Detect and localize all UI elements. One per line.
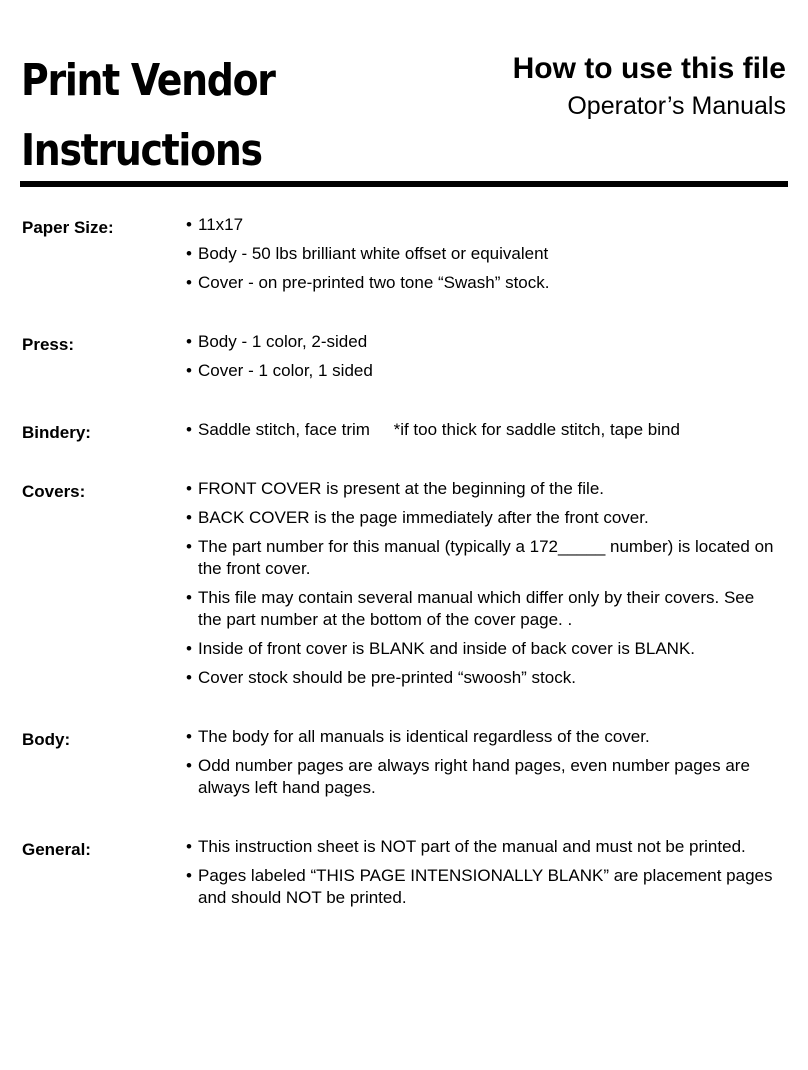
- side-subheading: Operator’s Manuals: [567, 92, 786, 120]
- list-item: • Cover stock should be pre-printed “swoosh” stock.: [186, 667, 782, 689]
- section-bindery: [22, 419, 782, 448]
- side-heading: How to use this file: [512, 52, 786, 85]
- list-item: • BACK COVER is the page immediately after the front cover.: [186, 507, 782, 529]
- side-title-block: [513, 50, 786, 124]
- section-covers: [22, 478, 782, 696]
- instruction-sections: [22, 214, 782, 946]
- list-item: • The body for all manuals is identical regardless of the cover.: [186, 726, 782, 748]
- list-item: • This file may contain several manual which differ only by their covers. See the part number at the bottom of the cover page. .: [186, 587, 782, 631]
- section-label: Press:: [22, 335, 74, 354]
- section-label: Paper Size:: [22, 218, 114, 237]
- section-label: Body:: [22, 730, 71, 749]
- section-list: [186, 478, 782, 696]
- section-list: [186, 419, 782, 448]
- page-title-line-2: Instructions: [21, 125, 262, 176]
- section-general: [22, 836, 782, 916]
- section-body: [22, 726, 782, 806]
- list-item: • 11x17: [186, 214, 782, 236]
- section-paper-size: [22, 214, 782, 301]
- section-list: [186, 214, 782, 301]
- section-label: General:: [22, 840, 91, 859]
- list-item: • The part number for this manual (typically a 172_____ number) is located on the front cover.: [186, 536, 782, 580]
- list-item: • Inside of front cover is BLANK and inside of back cover is BLANK.: [186, 638, 782, 660]
- list-item: • This instruction sheet is NOT part of the manual and must not be printed.: [186, 836, 782, 858]
- section-label: Bindery:: [22, 423, 91, 442]
- section-label: Covers:: [22, 482, 86, 501]
- section-list: [186, 726, 782, 806]
- page-title: [21, 46, 275, 186]
- section-list: [186, 836, 782, 916]
- list-item: • Cover - 1 color, 1 sided: [186, 360, 782, 382]
- list-item: • Body - 1 color, 2-sided: [186, 331, 782, 353]
- section-press: [22, 331, 782, 389]
- list-item: • Body - 50 lbs brilliant white offset or equivalent: [186, 243, 782, 265]
- list-item: • Cover - on pre-printed two tone “Swash” stock.: [186, 272, 782, 294]
- list-item: • Saddle stitch, face trim *if too thick for saddle stitch, tape bind: [186, 419, 782, 441]
- page-title-line-1: Print Vendor: [21, 55, 275, 106]
- list-item: • Pages labeled “THIS PAGE INTENSIONALLY BLANK” are placement pages and should NOT be printed.: [186, 865, 782, 909]
- section-list: [186, 331, 782, 389]
- list-item: • FRONT COVER is present at the beginning of the file.: [186, 478, 782, 500]
- header-divider: [20, 181, 788, 187]
- list-item: • Odd number pages are always right hand pages, even number pages are always left hand pages.: [186, 755, 782, 799]
